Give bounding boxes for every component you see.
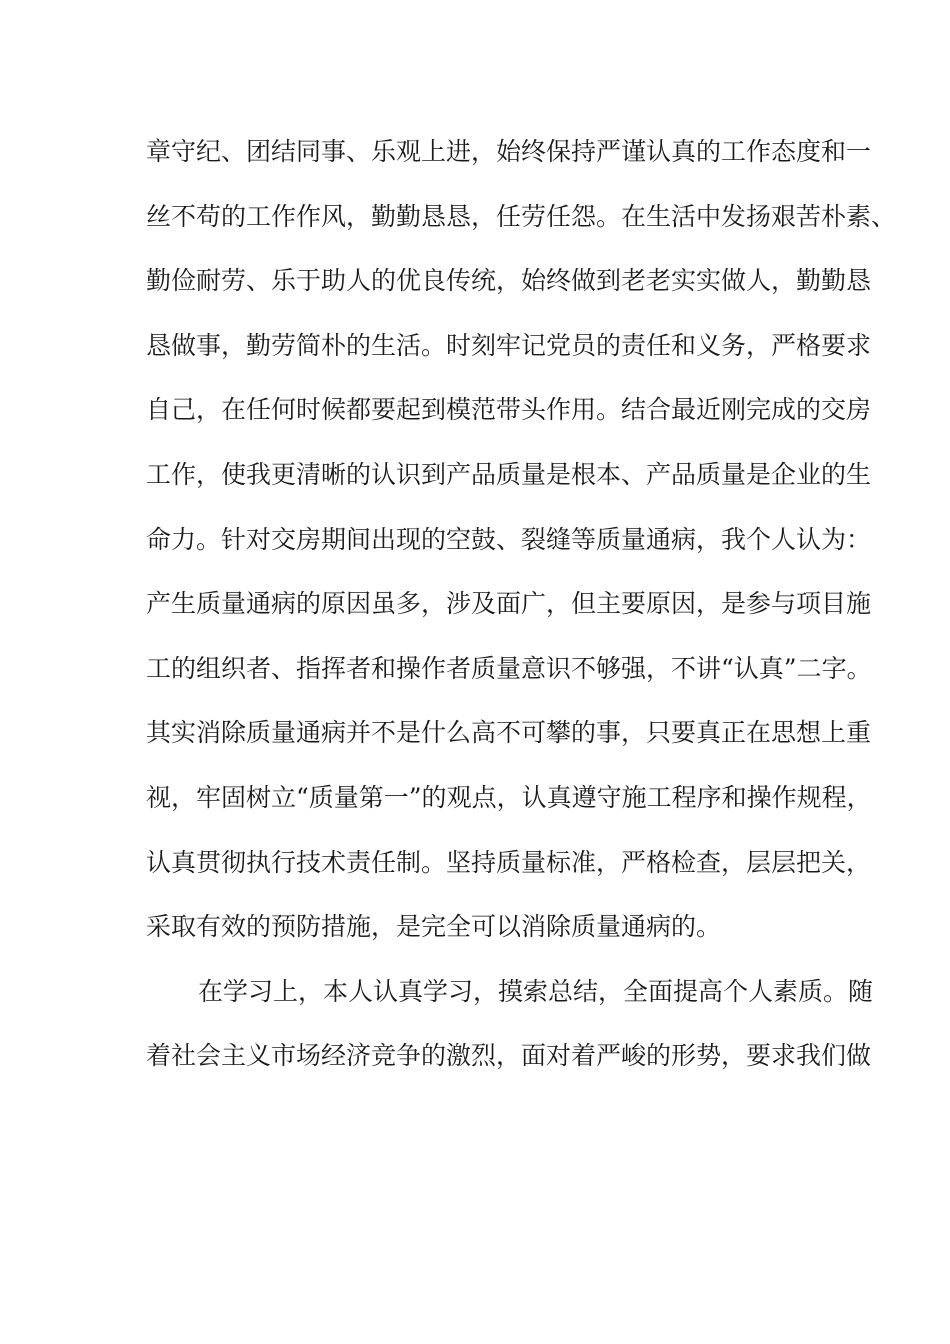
text-line: 工作，使我更清晰的认识到产品质量是根本、产品质量是企业的生 <box>146 459 872 489</box>
text-line: 着社会主义市场经济竞争的激烈，面对着严峻的形势，要求我们做 <box>146 1041 872 1071</box>
paragraph-first-line: 在学习上，本人认真学习，摸索总结，全面提高个人素质。随 <box>198 976 874 1006</box>
text-line: 视，牢固树立“质量第一”的观点，认真遵守施工程序和操作规程， <box>146 782 872 812</box>
text-line: 丝不苟的工作作风，勤勤恳恳，任劳任怨。在生活中发扬艰苦朴素、 <box>146 201 897 231</box>
body-text <box>146 132 897 1101</box>
text-line: 恳做事，勤劳简朴的生活。时刻牢记党员的责任和义务，严格要求 <box>146 330 872 360</box>
text-line: 命力。针对交房期间出现的空鼓、裂缝等质量通病，我个人认为： <box>146 524 872 554</box>
text-line: 工的组织者、指挥者和操作者质量意识不够强，不讲“认真”二字。 <box>146 653 872 683</box>
text-line: 章守纪、团结同事、乐观上进，始终保持严谨认真的工作态度和一 <box>146 137 872 166</box>
text-line: 勤俭耐劳、乐于助人的优良传统，始终做到老老实实做人，勤勤恳 <box>146 266 872 296</box>
text-line: 产生质量通病的原因虽多，涉及面广，但主要原因，是参与项目施 <box>146 589 872 619</box>
text-line: 采取有效的预防措施，是完全可以消除质量通病的。 <box>146 912 722 942</box>
text-line: 其实消除质量通病并不是什么高不可攀的事，只要真正在思想上重 <box>146 718 872 748</box>
text-line: 认真贯彻执行技术责任制。坚持质量标准，严格检查，层层把关， <box>146 847 872 877</box>
text-line: 自己，在任何时候都要起到模范带头作用。结合最近刚完成的交房 <box>146 395 872 425</box>
